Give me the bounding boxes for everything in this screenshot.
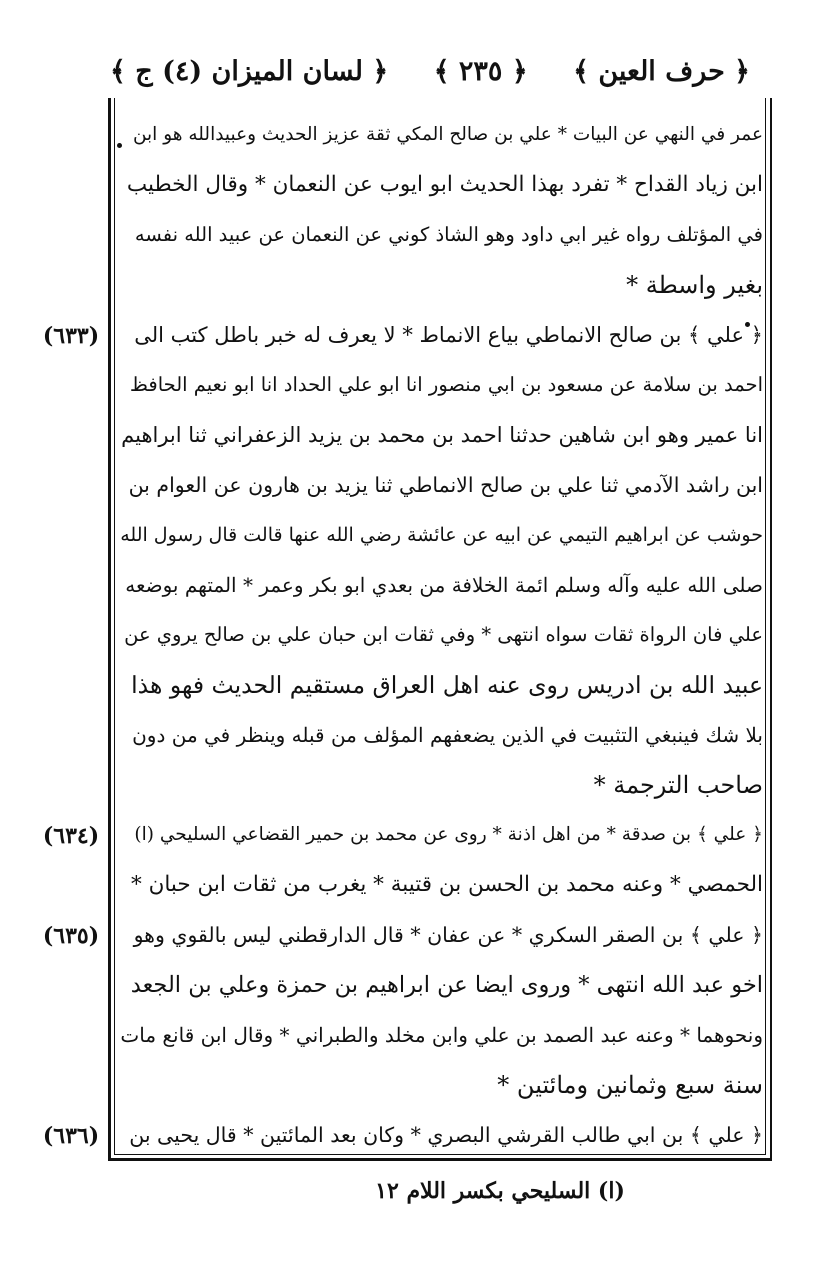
entry-number: (٦٣٣) <box>42 323 100 349</box>
entry-number: (٦٣٤) <box>42 823 100 849</box>
text-line: عمر في النهي عن البيات * علي بن صالح المكي ثقة عزيز الحديث وعبيدالله هو ابن <box>132 124 763 145</box>
text-line: بلا شك فينبغي التثبيت في الذين يضعفهم المؤلف من قبله وينظر في من دون <box>132 723 763 747</box>
text-line: الحمصي * وعنه محمد بن الحسن بن قتيبة * يغرب من ثقات ابن حبان * <box>130 872 763 897</box>
book-title: ﴿ لسان الميزان (٤) ج ﴾ <box>110 55 389 87</box>
footnote: (ا) السليحي بكسر اللام ١٢ <box>375 1178 625 1204</box>
text-line: علي فان الرواة ثقات سواه انتهى * وفي ثقات ابن حبان علي بن صالح يروي عن <box>124 623 763 646</box>
page-number: ﴿ ٢٣٥ ﴾ <box>433 55 528 87</box>
text-line: سنة سبع وثمانين ومائتين * <box>497 1071 763 1099</box>
text-line: ابن زياد القداح * تفرد بهذا الحديث ابو ايوب عن النعمان * وقال الخطيب <box>126 172 763 197</box>
text-line: ﴿ علي ﴾ بن ابي طالب القرشي البصري * وكان بعد المائتين * قال يحيى بن <box>129 1123 763 1147</box>
text-line: ﴿ علي ﴾ بن صالح الانماطي بياع الانماط * لا يعرف له خبر باطل كتب الى <box>134 323 763 347</box>
entry-number: (٦٣٥) <box>42 923 100 949</box>
text-line: اخو عبد الله انتهى * وروى ايضا عن ابراهيم بن حمزة وعلي بن الجعد <box>130 972 763 998</box>
text-line: صاحب الترجمة * <box>593 771 763 799</box>
main-text <box>120 110 763 1160</box>
text-line: ونحوهما * وعنه عبد الصمد بن علي وابن مخلد والطبراني * وقال ابن قانع مات <box>120 1023 763 1047</box>
section-title: ﴿ حرف العين ﴾ <box>573 55 750 87</box>
text-line: ﴿ علي ﴾ بن صدقة * من اهل اذنة * روى عن محمد بن حمير القضاعي السليحي (ا) <box>134 824 763 845</box>
text-line: صلى الله عليه وآله وسلم ائمة الخلافة من بعدي ابو بكر وعمر * المتهم بوضعه <box>125 573 763 597</box>
text-line: عبيد الله بن ادريس روى عنه اهل العراق مستقيم الحديث فهو هذا <box>131 671 763 699</box>
text-line: ﴿ علي ﴾ بن الصقر السكري * عن عفان * قال الدارقطني ليس بالقوي وهو <box>133 923 763 947</box>
text-line: ابن راشد الآدمي ثنا علي بن صالح الانماطي ثنا يزيد بن هارون عن العوام بن <box>128 473 763 497</box>
text-line: احمد بن سلامة عن مسعود بن ابي منصور انا ابو علي الحداد انا ابو نعيم الحافظ <box>129 373 763 396</box>
entry-number: (٦٣٦) <box>42 1123 100 1149</box>
text-line: في المؤتلف رواه غير ابي داود وهو الشاذ كوني عن النعمان عن عبيد الله نفسه <box>134 223 763 246</box>
text-line: حوشب عن ابراهيم التيمي عن ابيه عن عائشة رضي الله عنها قالت قال رسول الله <box>120 524 763 546</box>
text-line: بغير واسطة * <box>626 271 763 299</box>
page-header <box>110 46 750 96</box>
text-line: انا عمير وهو ابن شاهين حدثنا احمد بن محمد بن يزيد الزعفراني ثنا ابراهيم <box>121 423 763 447</box>
